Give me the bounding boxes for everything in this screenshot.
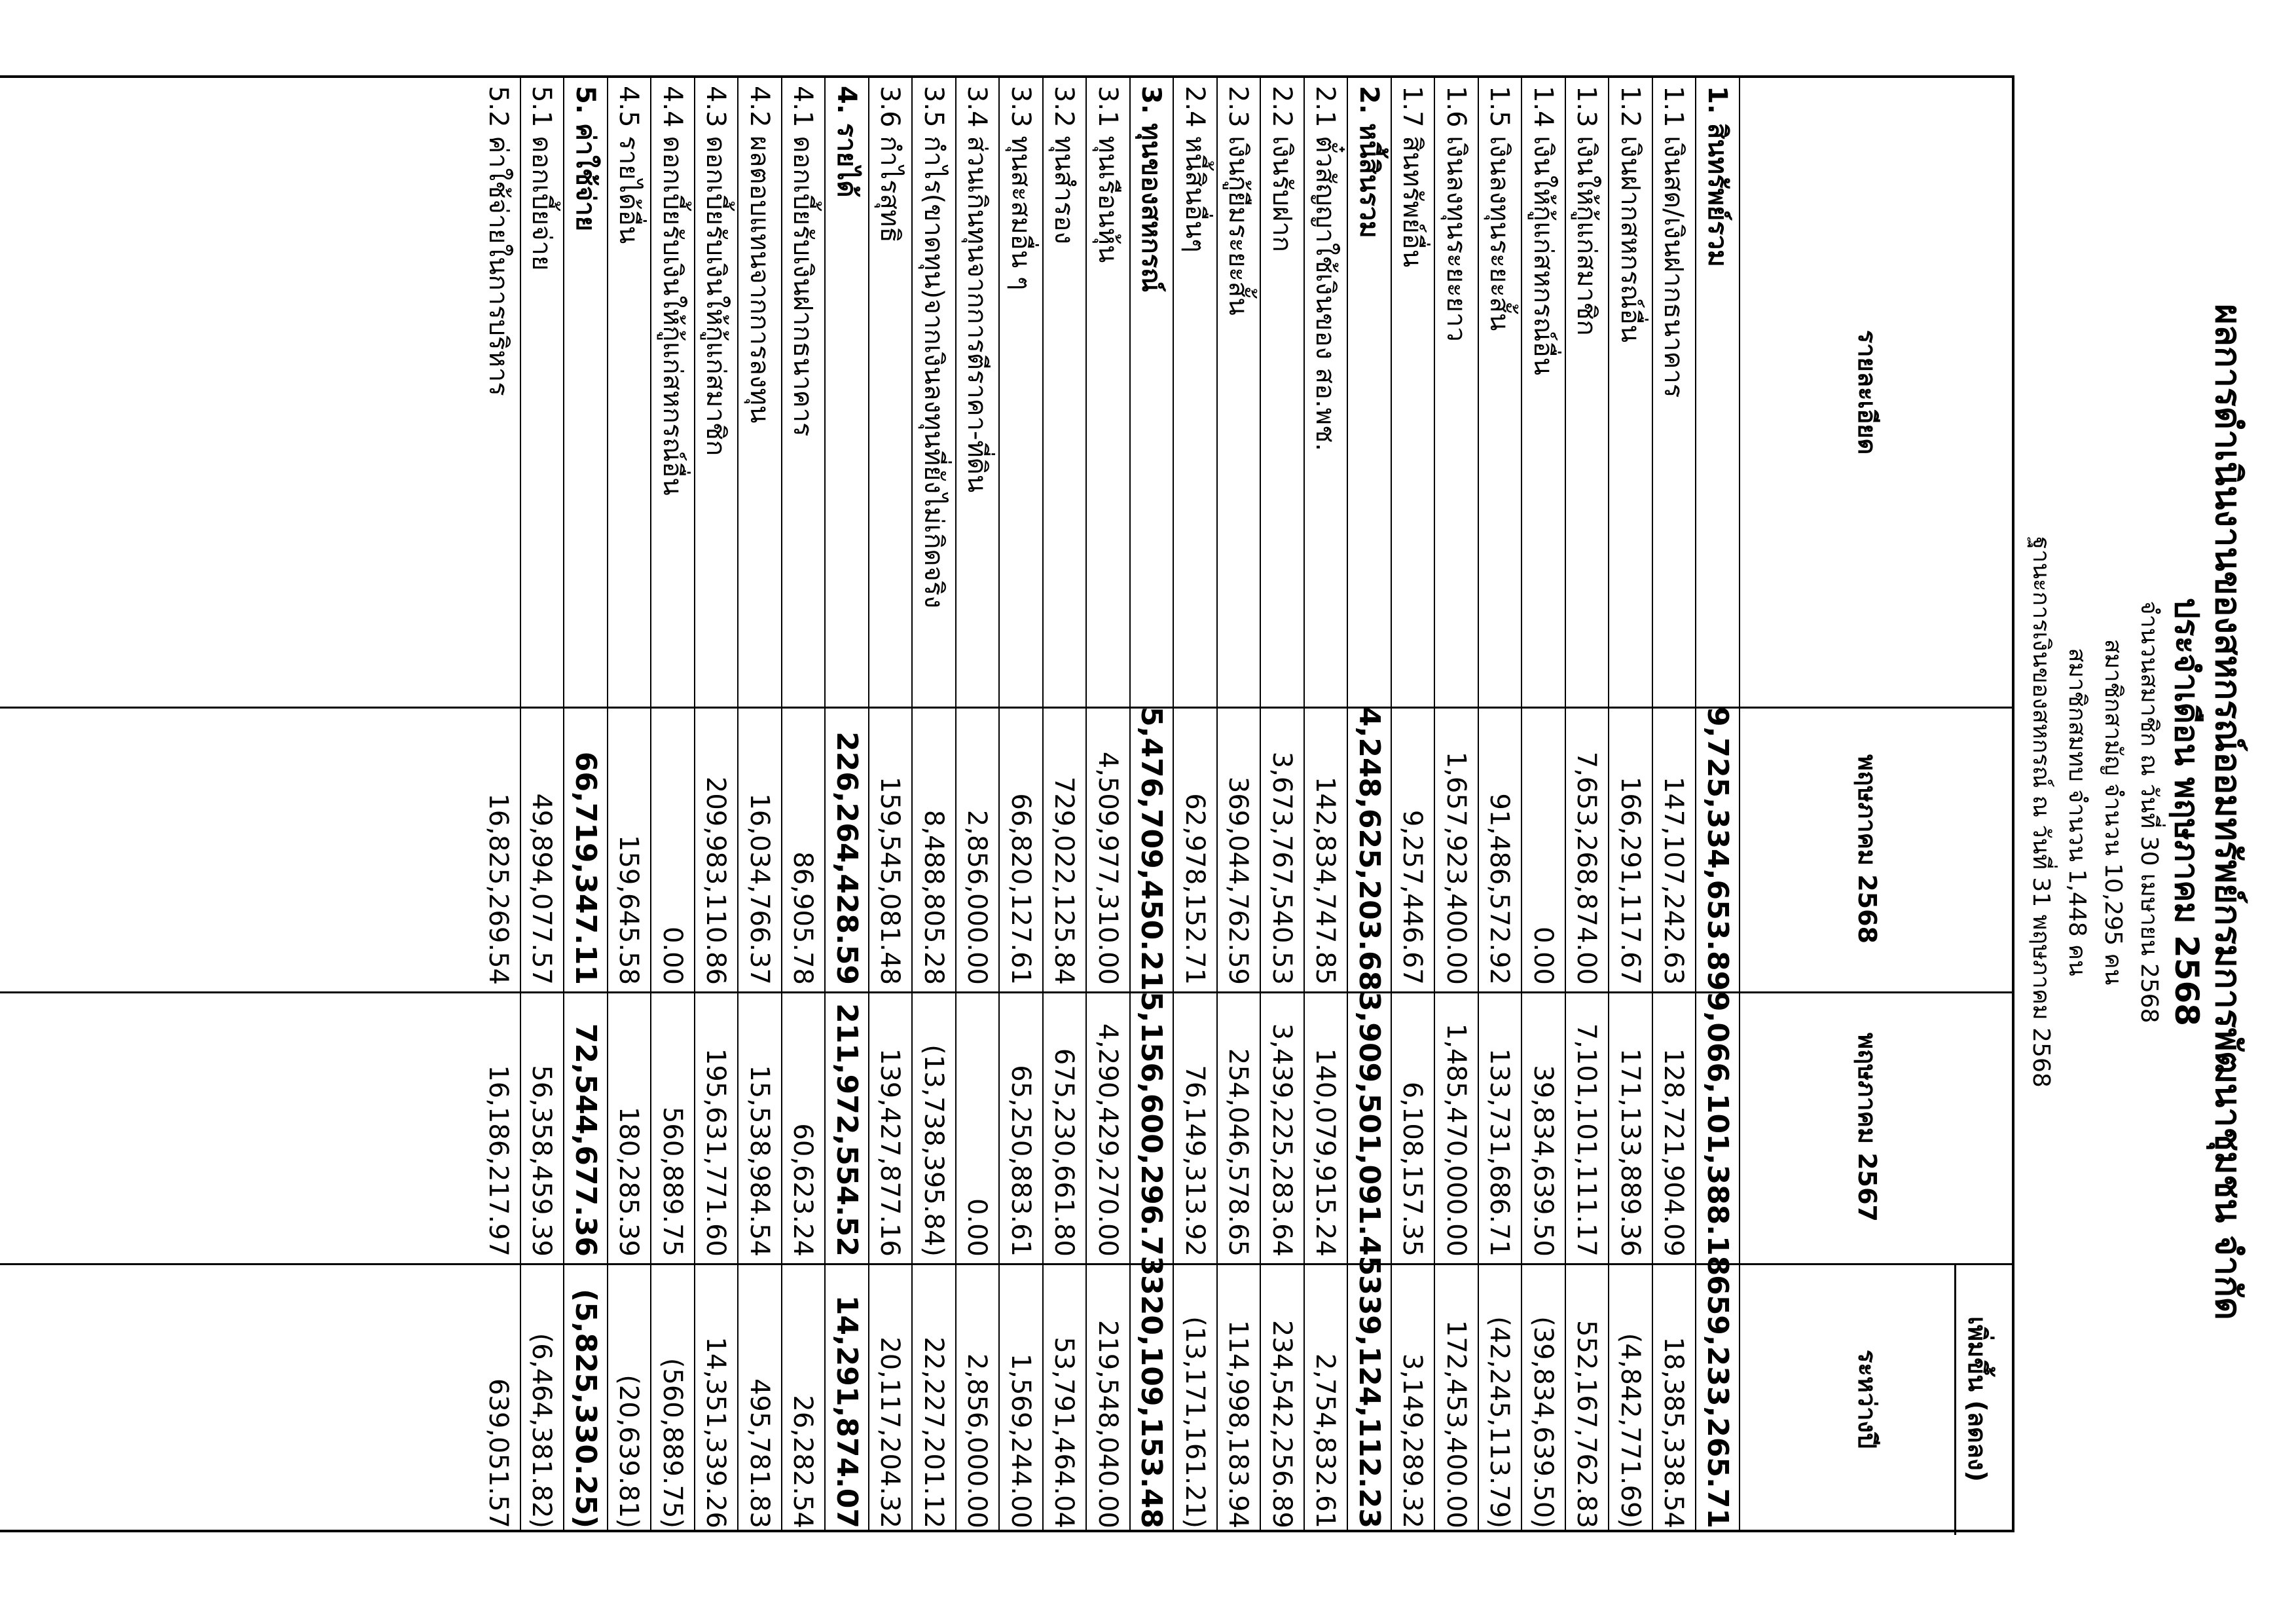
value-may-2567: 180,285.39 (613, 1106, 644, 1257)
header-may-2568: พฤษภาคม 2568 (1853, 754, 1882, 944)
value-may-2567: 139,427,877.16 (875, 1048, 905, 1257)
value-change: 659,233,265.71 (1701, 1275, 1734, 1528)
value-may-2567: 56,358,459.39 (526, 1065, 557, 1257)
value-may-2567: 60,623.24 (788, 1123, 818, 1257)
value-change: 2,754,832.61 (1310, 1353, 1341, 1528)
value-change: 172,453,400.00 (1441, 1320, 1471, 1528)
row-label: 3.1 ทุนเรือนหุ้น (1093, 86, 1123, 263)
row-label: 1. สินทรัพย์รวม (1702, 86, 1732, 267)
row-label: 3.5 กำไร(ขาดทุน)จากเงินลงทุนที่ยังไม่เกิดจริง (919, 86, 949, 608)
members-date-line: จำนวนสมาชิก ณ วันที่ 30 เมษายน 2568 (2136, 600, 2162, 1024)
row-label: 1.5 เงินลงทุนระยะสั้น (1484, 86, 1515, 331)
value-change: (4,842,771.69) (1615, 1333, 1645, 1528)
header-subdivider (1954, 1263, 1956, 1535)
table-row (695, 78, 739, 1530)
value-may-2567: 171,133,889.36 (1615, 1048, 1645, 1257)
table-row (1391, 78, 1436, 1530)
value-may-2568: 369,044,762.59 (1223, 776, 1254, 985)
table-row (1130, 78, 1175, 1530)
table-row (1434, 78, 1479, 1530)
header-change-top: เพิ่มขึ้น (ลดลง) (1963, 1316, 1992, 1482)
row-label: 1.7 สินทรัพย์อื่น (1397, 86, 1428, 268)
row-label: 2.2 เงินรับฝาก (1267, 86, 1297, 252)
value-change: 1,569,244.00 (1006, 1353, 1036, 1528)
value-may-2568: 9,257,446.67 (1397, 809, 1428, 985)
value-may-2567: 3,909,501,091.45 (1353, 991, 1386, 1276)
value-change: (6,464,381.82) (526, 1333, 557, 1528)
value-may-2568: 0.00 (1528, 926, 1558, 985)
row-label: 3. ทุนของสหกรณ์ (1136, 86, 1167, 293)
financial-status-line: ฐานะการเงินของสหกรณ์ ณ วันที่ 31 พฤษภาคม 2568 (2028, 536, 2054, 1088)
table-row (869, 78, 913, 1530)
row-label: 4. รายได้ (831, 86, 862, 198)
row-label: 1.2 เงินฝากสหกรณ์อื่น (1615, 86, 1645, 342)
row-label: 1.4 เงินให้กู้แก่สหกรณ์อื่น (1528, 86, 1558, 375)
value-may-2568: 16,825,269.54 (483, 793, 513, 985)
row-label: 4.2 ผลตอบแทนจากการลงทุน (744, 86, 774, 424)
value-may-2567: 15,538,984.54 (744, 1065, 774, 1257)
value-may-2568: 159,645.58 (613, 834, 644, 985)
value-may-2568: 9,725,334,653.89 (1701, 707, 1734, 991)
value-may-2567: 560,889.75 (657, 1106, 687, 1257)
financial-table (0, 75, 2014, 1532)
value-may-2567: 195,631,771.60 (701, 1048, 731, 1257)
value-may-2568: 729,022,125.84 (1049, 776, 1080, 985)
table-row (999, 78, 1044, 1530)
value-change: 20,117,204.32 (875, 1337, 905, 1528)
row-label: 2.3 เงินกู้ยืมระยะสั้น (1223, 86, 1254, 316)
row-label: 1.6 เงินลงทุนระยะยาว (1441, 86, 1471, 342)
row-label: 1.3 เงินให้กู้แก่สมาชิก (1571, 86, 1602, 336)
row-label: 1.1 เงินสด/เงินฝากธนาคาร (1658, 86, 1689, 398)
value-change: 552,167,762.83 (1571, 1320, 1602, 1528)
value-may-2567: (13,738,395.84) (919, 1044, 949, 1257)
value-may-2568: 5,476,709,450.21 (1135, 707, 1169, 991)
value-may-2567: 6,108,157.35 (1397, 1081, 1428, 1257)
table-row (477, 78, 521, 1530)
row-label: 2. หนี้สินรวม (1354, 86, 1384, 238)
value-change: 3,149,289.32 (1397, 1353, 1428, 1528)
value-may-2567: 16,186,217.97 (483, 1065, 513, 1257)
value-may-2568: 1,657,923,400.00 (1441, 751, 1471, 985)
row-label: 4.4 ดอกเบี้ยรับเงินให้กู้แก่สหกรณ์อื่น (657, 86, 687, 496)
table-row (1347, 78, 1392, 1530)
value-change: (39,834,639.50) (1528, 1316, 1558, 1528)
value-may-2568: 4,248,625,203.68 (1353, 707, 1386, 991)
header-detail: รายละเอียด (1853, 329, 1882, 455)
value-change: 14,351,339.26 (701, 1337, 731, 1528)
table-row (1609, 78, 1653, 1530)
table-row (956, 78, 1000, 1530)
value-change: 639,051.57 (483, 1378, 513, 1528)
value-may-2567: 7,101,101,111.17 (1571, 1023, 1602, 1257)
table-row (782, 78, 826, 1530)
value-may-2568: 66,820,127.61 (1006, 793, 1036, 985)
value-may-2568: 3,673,767,540.53 (1267, 751, 1297, 985)
table-row (738, 78, 782, 1530)
value-change: 219,548,040.00 (1093, 1320, 1123, 1528)
report-subtitle: ประจำเดือน พฤษภาคม 2568 (2168, 597, 2206, 1027)
value-may-2568: 142,834,747.85 (1310, 776, 1341, 985)
row-label: 3.6 กำไรสุทธิ (875, 86, 905, 243)
value-may-2567: 140,079,915.24 (1310, 1048, 1341, 1257)
row-label: 5. ค่าใช้จ่าย (570, 86, 600, 232)
value-may-2568: 7,653,268,874.00 (1571, 751, 1602, 985)
value-may-2568: 166,291,117.67 (1615, 776, 1645, 985)
ordinary-members-line: สมาชิกสามัญ จำนวน 10,295 คน (2100, 638, 2126, 986)
value-may-2568: 8,488,805.28 (919, 809, 949, 985)
value-change: 234,542,256.89 (1267, 1320, 1297, 1528)
row-label: 3.3 ทุนสะสมอื่น ๆ (1006, 86, 1036, 291)
value-change: 114,998,183.94 (1223, 1320, 1254, 1528)
value-may-2568: 86,905.78 (788, 851, 818, 985)
header-may-2567: พฤษภาคม 2567 (1853, 1033, 1882, 1222)
row-label: 5.2 ค่าใช้จ่ายในการบริหาร (483, 86, 513, 396)
value-change: 2,856,000.00 (962, 1353, 993, 1528)
table-row (1652, 78, 1697, 1530)
value-may-2568: 209,983,110.86 (701, 776, 731, 985)
table-row (825, 78, 869, 1530)
table-row (1217, 78, 1262, 1530)
table-row (651, 78, 695, 1530)
table-row (1260, 78, 1305, 1530)
row-label: 2.4 หนี้สินอื่นๆ (1180, 86, 1210, 253)
value-change: 320,109,153.48 (1135, 1275, 1169, 1528)
value-may-2567: 5,156,600,296.73 (1135, 991, 1169, 1276)
value-change: (20,639.81) (613, 1375, 644, 1528)
table-row (1522, 78, 1566, 1530)
row-label: 4.3 ดอกเบี้ยรับเงินให้กู้แก่สมาชิก (701, 86, 731, 456)
header-change-bottom: ระหว่างปี (1853, 1349, 1882, 1449)
value-may-2567: 72,544,677.36 (569, 1023, 602, 1257)
value-may-2568: 91,486,572.92 (1484, 793, 1515, 985)
value-may-2568: 62,978,152.71 (1180, 793, 1210, 985)
value-change: 339,124,112.23 (1353, 1275, 1386, 1528)
row-label: 2.1 ตั๋วสัญญาใช้เงินของ สอ.พช. (1310, 86, 1341, 452)
value-change: 14,291,874.07 (830, 1295, 864, 1528)
value-may-2567: 1,485,470,000.00 (1441, 1023, 1471, 1257)
table-row (1478, 78, 1523, 1530)
value-change: (5,825,330.25) (569, 1289, 602, 1528)
value-may-2568: 49,894,077.57 (526, 793, 557, 985)
value-may-2568: 147,107,242.63 (1658, 776, 1689, 985)
row-label: 3.4 ส่วนเกินทุนจากการตีราคา-ที่ดิน (962, 86, 993, 493)
value-may-2567: 9,066,101,388.18 (1701, 991, 1734, 1276)
report-title: ผลการดำเนินงานของสหกรณ์ออมทรัพย์กรมการพัฒนาชุมชน จำกัด (2208, 304, 2249, 1320)
value-may-2567: 211,972,554.52 (830, 1003, 864, 1257)
value-may-2567: 0.00 (962, 1198, 993, 1257)
row-label: 4.5 รายได้อื่น (613, 86, 644, 244)
value-may-2568: 0.00 (657, 926, 687, 985)
associate-members-line: สมาชิกสมทบ จำนวน 1,448 คน (2064, 648, 2090, 976)
row-label: 4.1 ดอกเบี้ยรับเงินฝากธนาคาร (788, 86, 818, 437)
row-label: 3.2 ทุนสำรอง (1049, 86, 1080, 244)
value-may-2568: 16,034,766.37 (744, 793, 774, 985)
value-may-2568: 2,856,000.00 (962, 809, 993, 985)
value-may-2568: 226,264,428.59 (830, 731, 864, 985)
value-may-2568: 159,545,081.48 (875, 776, 905, 985)
table-row (1565, 78, 1610, 1530)
value-may-2567: 4,290,429,270.00 (1093, 1023, 1123, 1257)
table-row (912, 78, 957, 1530)
value-change: 26,282.54 (788, 1395, 818, 1528)
value-may-2567: 3,439,225,283.64 (1267, 1023, 1297, 1257)
value-change: 18,385,338.54 (1658, 1337, 1689, 1528)
row-label: 5.1 ดอกเบี้ยจ่าย (526, 86, 557, 271)
table-row (1696, 78, 1740, 1530)
value-may-2567: 76,149,313.92 (1180, 1065, 1210, 1257)
value-may-2567: 133,731,686.71 (1484, 1048, 1515, 1257)
value-may-2567: 65,250,883.61 (1006, 1065, 1036, 1257)
value-may-2567: 128,721,904.09 (1658, 1048, 1689, 1257)
value-change: (42,245,113.79) (1484, 1316, 1515, 1528)
table-row (1086, 78, 1131, 1530)
value-may-2567: 39,834,639.50 (1528, 1065, 1558, 1257)
value-may-2567: 254,046,578.65 (1223, 1048, 1254, 1257)
value-change: 495,781.83 (744, 1378, 774, 1528)
value-may-2567: 675,230,661.80 (1049, 1048, 1080, 1257)
table-row (564, 78, 608, 1530)
value-change: (560,889.75) (657, 1357, 687, 1528)
value-change: 22,227,201.12 (919, 1337, 949, 1528)
table-row (608, 78, 652, 1530)
table-row (1043, 78, 1087, 1530)
value-may-2568: 66,719,347.11 (569, 751, 602, 985)
table-row (1304, 78, 1349, 1530)
value-may-2568: 4,509,977,310.00 (1093, 751, 1123, 985)
table-row (1173, 78, 1218, 1530)
value-change: (13,171,161.21) (1180, 1316, 1210, 1528)
table-row (520, 78, 565, 1530)
value-change: 53,791,464.04 (1049, 1337, 1080, 1528)
